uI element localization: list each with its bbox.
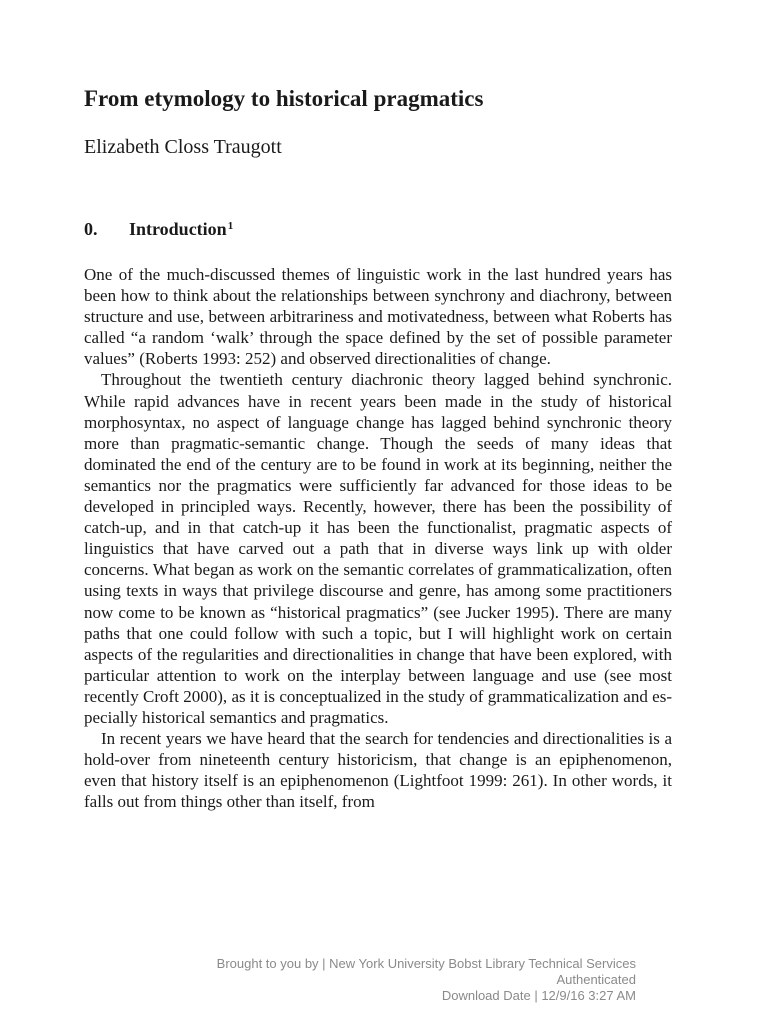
- body-text: [84, 264, 672, 812]
- section-title: Introduction: [129, 219, 227, 239]
- section-heading: [84, 219, 233, 240]
- footnote-marker: 1: [227, 220, 234, 232]
- footer-download-date: Download Date | 12/9/16 3:27 AM: [441, 988, 636, 1003]
- paragraph-3: In recent years we have heard that the search for tendencies and directionalities is a hold-over from nineteenth century historicism, that change is an epiphenomenon, even that history itself is an epiphenomenon (Lightfoot 1999: 261). In other words, it falls out from things other than itself, from: [84, 729, 672, 812]
- article-author: Elizabeth Closs Traugott: [84, 136, 282, 158]
- footer-authenticated: Authenticated: [556, 972, 636, 987]
- section-number: 0.: [84, 219, 98, 239]
- footer-provider: Brought to you by | New York University Bobst Library Technical Services: [216, 956, 636, 971]
- access-footer: [136, 956, 636, 1004]
- paragraph-2: Throughout the twentieth century diachronic theory lagged behind synchronic. While rapid advances have in recent years been made in the study of historical morphosyntax, no aspect of language change has lagged behind synchronic theory more than pragmatic-semantic change. Though the seeds of many ideas that dominated the end of the century are to be found in work at its beginning, neither the semantics nor the pragmatics were sufficiently far advanced for those ideas to be developed in principled ways. Recently, however, there has been the possibility of catch-up, and in that catch-up it has been the functionalist, pragmatic aspects of linguistics that have carved out a path that in diverse ways link up with older concerns. What began as work on the semantic correlates of grammaticalization, often using texts in ways that privilege discourse and genre, has among some practitioners now come to be known as “historical pragmatics” (see Jucker 1995). There are many paths that one could follow with such a topic, but I will highlight work on certain aspects of the regularities and directionalities in change that have been explored, with particular attention to work on the interplay between language and use (see most recently Croft 2000), as it is conceptualized in the study of grammaticalization and especially historical semantics and pragmatics.: [84, 370, 672, 727]
- article-title: From etymology to historical pragmatics: [84, 86, 484, 111]
- paragraph-1: One of the much-discussed themes of linguistic work in the last hundred years has been how to think about the relationships between synchrony and diachrony, between structure and use, between arbitrariness and motivatedness, between what Roberts has called “a random ‘walk’ through the space defined by the set of possible parameter values” (Roberts 1993: 252) and observed directionalities of change.: [84, 265, 672, 369]
